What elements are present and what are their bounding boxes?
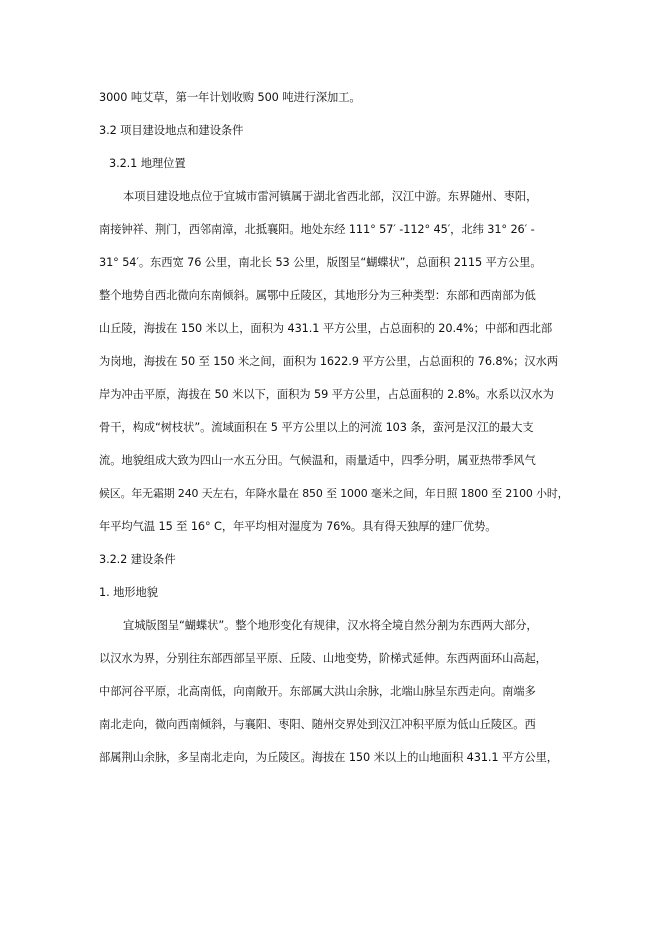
body-text-line: 部属荆山余脉，多呈南北走向，为丘陵区。海拔在 150 米以上的山地面积 431.1 平方公里， — [99, 751, 558, 764]
body-text-line: 以汉水为界，分别往东部西部呈平原、丘陵、山地变势，阶梯式延伸。东西两面环山高起， — [99, 652, 547, 665]
body-text-line: 31° 54′。东西宽 76 公里，南北长 53 公里，版图呈“蝴蝶状”，总面积 2115 平方公里。 — [99, 256, 542, 269]
body-text-line: 中部河谷平原，北高南低，向南敞开。东部属大洪山余脉，北端山脉呈东西走向。南端多 — [99, 685, 536, 698]
body-text-line: 南接钟祥、荆门，西邻南漳，北抵襄阳。地处东经 111° 57′ -112° 45′，北纬 31° 26′ - — [99, 223, 535, 236]
body-text-line: 年平均气温 15 至 16° C，年平均相对湿度为 76%。具有得天独厚的建厂优势。 — [99, 520, 497, 533]
body-text-line: 山丘陵，海拔在 150 米以上，面积为 431.1 平方公里，占总面积的 20.4%；中部和西北部 — [99, 322, 553, 335]
body-text-line: 候区。年无霜期 240 天左右，年降水量在 850 至 1000 毫米之间，年日照 1800 至 2100 小时， — [99, 487, 569, 500]
body-text-line: 骨干，构成“树枝状”。流域面积在 5 平方公里以上的河流 103 条，蛮河是汉江的最大支 — [99, 421, 534, 434]
body-text-line: 南北走向，微向西南倾斜，与襄阳、枣阳、随州交界处到汉江冲积平原为低山丘陵区。西 — [99, 718, 536, 731]
subsection-heading-3-2-1: 3.2.1 地理位置 — [109, 157, 186, 170]
body-text-line: 整个地势自西北微向东南倾斜。属鄂中丘陵区，其地形分为三种类型：东部和西南部为低 — [99, 289, 536, 302]
body-text-line: 宜城版图呈“蝴蝶状”。整个地形变化有规律，汉水将全境自然分割为东西两大部分， — [123, 619, 538, 632]
body-text-line: 岸为冲击平原，海拔在 50 米以下，面积为 59 平方公里，占总面积的 2.8%。水系以汉水为 — [99, 388, 554, 401]
body-text-line: 为岗地，海拔在 50 至 150 米之间，面积为 1622.9 平方公里，占总面积的 76.8%；汉水两 — [99, 355, 558, 368]
section-heading-3-2: 3.2 项目建设地点和建设条件 — [99, 124, 244, 137]
body-text-line: 流。地貌组成大致为四山一水五分田。气候温和，雨量适中，四季分明，属亚热带季风气 — [99, 454, 536, 467]
body-text-line: 本项目建设地点位于宜城市雷河镇属于湖北省西北部，汉江中游。东界随州、枣阳， — [123, 190, 538, 203]
subsection-heading-3-2-2: 3.2.2 建设条件 — [99, 553, 176, 566]
item-heading-terrain: 1. 地形地貌 — [99, 586, 158, 599]
paragraph-continuation: 3000 吨艾草，第一年计划收购 500 吨进行深加工。 — [99, 91, 361, 104]
